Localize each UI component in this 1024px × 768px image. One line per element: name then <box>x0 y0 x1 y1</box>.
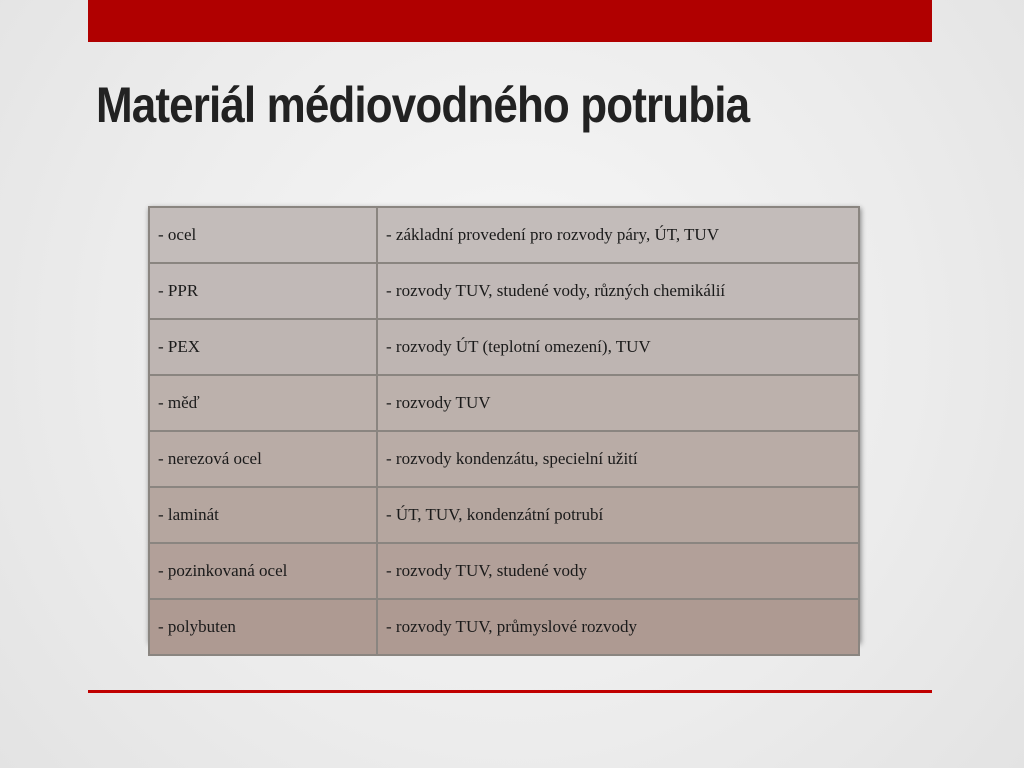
usage-cell: - rozvody TUV, studené vody, různých chemikálií <box>377 263 859 319</box>
material-cell: - laminát <box>149 487 377 543</box>
usage-cell: - rozvody TUV, průmyslové rozvody <box>377 599 859 655</box>
table-row <box>149 543 859 599</box>
top-accent-bar <box>88 0 932 42</box>
usage-cell: - rozvody kondenzátu, specielní užití <box>377 431 859 487</box>
usage-cell: - ÚT, TUV, kondenzátní potrubí <box>377 487 859 543</box>
usage-cell: - rozvody TUV, studené vody <box>377 543 859 599</box>
material-cell: - nerezová ocel <box>149 431 377 487</box>
usage-cell: - základní provedení pro rozvody páry, ÚT, TUV <box>377 207 859 263</box>
table-row <box>149 487 859 543</box>
material-cell: - PEX <box>149 319 377 375</box>
usage-cell: - rozvody ÚT (teplotní omezení), TUV <box>377 319 859 375</box>
materials-table-container <box>148 206 860 642</box>
material-cell: - polybuten <box>149 599 377 655</box>
material-cell: - měď <box>149 375 377 431</box>
table-row <box>149 319 859 375</box>
table-row <box>149 207 859 263</box>
table-row <box>149 599 859 655</box>
material-cell: - ocel <box>149 207 377 263</box>
usage-cell: - rozvody TUV <box>377 375 859 431</box>
table-row <box>149 375 859 431</box>
slide-title: Materiál médiovodného potrubia <box>96 77 750 133</box>
bottom-divider-line <box>88 690 932 693</box>
material-cell: - PPR <box>149 263 377 319</box>
materials-table <box>148 206 860 656</box>
material-cell: - pozinkovaná ocel <box>149 543 377 599</box>
table-row <box>149 263 859 319</box>
table-row <box>149 431 859 487</box>
